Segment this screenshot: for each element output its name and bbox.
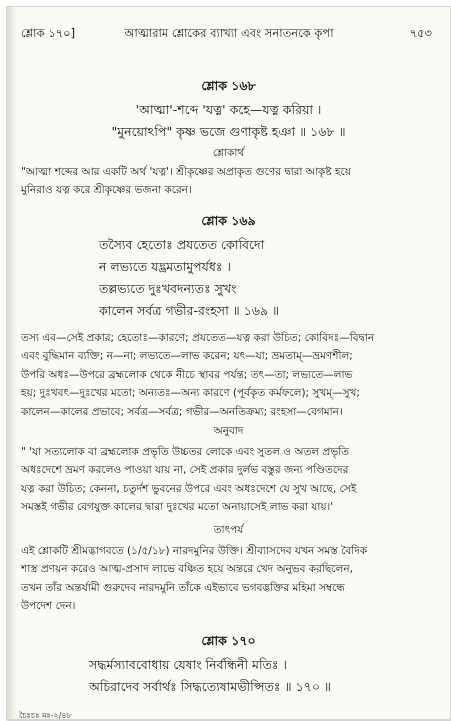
verse-168-meaning-line: মুনিরাও যত্ন করে শ্রীকৃষ্ণের ভজনা করেন।	[21, 184, 192, 197]
translation-line: অধঃদেশে ভ্রমণ করলেও পাওয়া যায় না, সেই প্রকার দুর্লভ বস্তুর জন্য পণ্ডিতদের	[21, 464, 349, 477]
page-number: ৭৫৩	[409, 26, 432, 40]
translation-line: যত্ন করা উচিত; কেননা, চতুর্দশ ভুবনের উপরে এবং অধঃদেশে যে সুখ আছে, সেই	[21, 482, 357, 495]
purport-line: উপদেশ দেন।	[21, 600, 76, 613]
translation-line: " 'যা সত্যলোক বা ব্রহ্মলোক প্রভৃতি উচ্চতর লোকে এবং সুতল ও অতল প্রভৃতি	[21, 446, 350, 458]
verse-169-synonyms	[21, 329, 437, 421]
verse-169-title: শ্লোক ১৬৯	[201, 213, 256, 228]
verse-168-meaning-label: শ্লোকার্থ	[212, 147, 245, 159]
verse-169-translation-label: অনুবাদ	[213, 425, 244, 437]
synonyms-line: উপরি অধঃ—উপরে ব্রহ্মলোক থেকে নীচে স্থাবর পর্যন্ত; তৎ—তা; লভ্যতে—লাভ	[21, 368, 353, 381]
verse-169-line-1: তস্যৈব হেতোঃ প্রযতেত কোবিদো	[99, 237, 265, 252]
header-chapter-title: আত্মারাম শ্লোকের ব্যাখ্যা এবং সনাতনকে কৃপা	[124, 26, 334, 40]
translation-line: সমস্তই গভীর বেগযুক্ত কালের দ্বারা দুঃখের মতো অনায়াসেই লাভ করা যায়।'	[21, 501, 334, 514]
verse-169-purport-label: তাৎপর্য	[213, 524, 244, 536]
verse-168-title: শ্লোক ১৬৮	[201, 78, 256, 93]
verse-170-line-2: অচিরাদেব সর্বার্থঃ সিদ্ধত্যেষামভীপ্সিতঃ ॥ ১৭০ ॥	[89, 679, 331, 694]
synonyms-line: তস্য এব—সেই প্রকার; হেতোঃ—কারণে; প্রযতেত—যত্ন করা উচিত; কোবিদঃ—বিদ্বান	[21, 332, 375, 344]
verse-169-translation	[21, 443, 437, 517]
verse-169-line-3: তল্লভ্যতে দুঃখবদন্যতঃ সুখং	[99, 281, 237, 296]
verse-168-meaning-line: "আত্মা শব্দের আর একটি অর্থ 'যত্ন'। শ্রীকৃষ্ণের অপ্রাকৃত গুণের দ্বারা আকৃষ্ট হয়ে	[21, 166, 351, 178]
synonyms-line: কালেন—কালের প্রভাবে; সর্বত্র—সর্বত্র; গভীর—অনতিক্রম্য; রংহসা—বেগমান।	[21, 405, 343, 418]
verse-168-line-1: 'আত্মা'-শব্দে 'যত্ন' কহে—যত্ন করিয়া ।	[135, 102, 322, 117]
purport-line: তখন তাঁর অন্তর্যামী গুরুদেব নারদমুনি তাঁকে এইভাবে ভগবদ্ভক্তির মহিমা সম্বন্ধে	[21, 581, 345, 594]
verse-169-line-2: ন লভ্যতে যদ্ভ্রমতামুপর্যধঃ ।	[99, 259, 231, 274]
header-verse-range: শ্লোক ১৭০]	[21, 26, 76, 40]
verse-169-purport	[21, 542, 437, 616]
purport-line: এই শ্লোকটি শ্রীমদ্ভাগবতে (১/৫/১৮) নারদমুনির উক্তি। শ্রীব্যাসদেব যখন সমস্ত বৈদিক	[21, 545, 368, 557]
verse-170-title: শ্লোক ১৭০	[201, 633, 256, 648]
verse-168-line-2: "মুনয়োঽপি" কৃষ্ণ ভজে গুণাকৃষ্ট হঞা ॥ ১৬৮ ॥	[111, 124, 346, 139]
purport-line: শাস্ত্র প্রণয়ন করেও আত্ম-প্রসাদ লাভে বঞ্চিত হয়ে অন্তরে খেদ অনুভব করছিলেন,	[21, 563, 353, 576]
synonyms-line: হয়; দুঃখবৎ—দুঃখের মতো; অন্যতঃ—অন্য কারণে (পূর্বকৃত কর্মফলে); সুখম্—সুখ;	[21, 387, 360, 400]
verse-168-meaning	[21, 163, 437, 200]
verse-169-line-4: কালেন সর্বত্র গভীর-রংহসা ॥ ১৬৯ ॥	[99, 303, 280, 318]
book-page	[6, 6, 451, 720]
signature-mark: চৈঃচঃ মঃ-২/৪৮	[19, 711, 72, 720]
synonyms-line: এবং বুদ্ধিমান ব্যক্তি; ন—না; লভ্যতে—লাভ করেন; যৎ—যা; ভ্রমতাম্—ভ্রমণশীল;	[21, 350, 353, 363]
verse-170-line-1: সদ্ধর্মস্যাববোধায় যেষাং নির্বন্ধিনী মতিঃ ।	[89, 657, 288, 672]
